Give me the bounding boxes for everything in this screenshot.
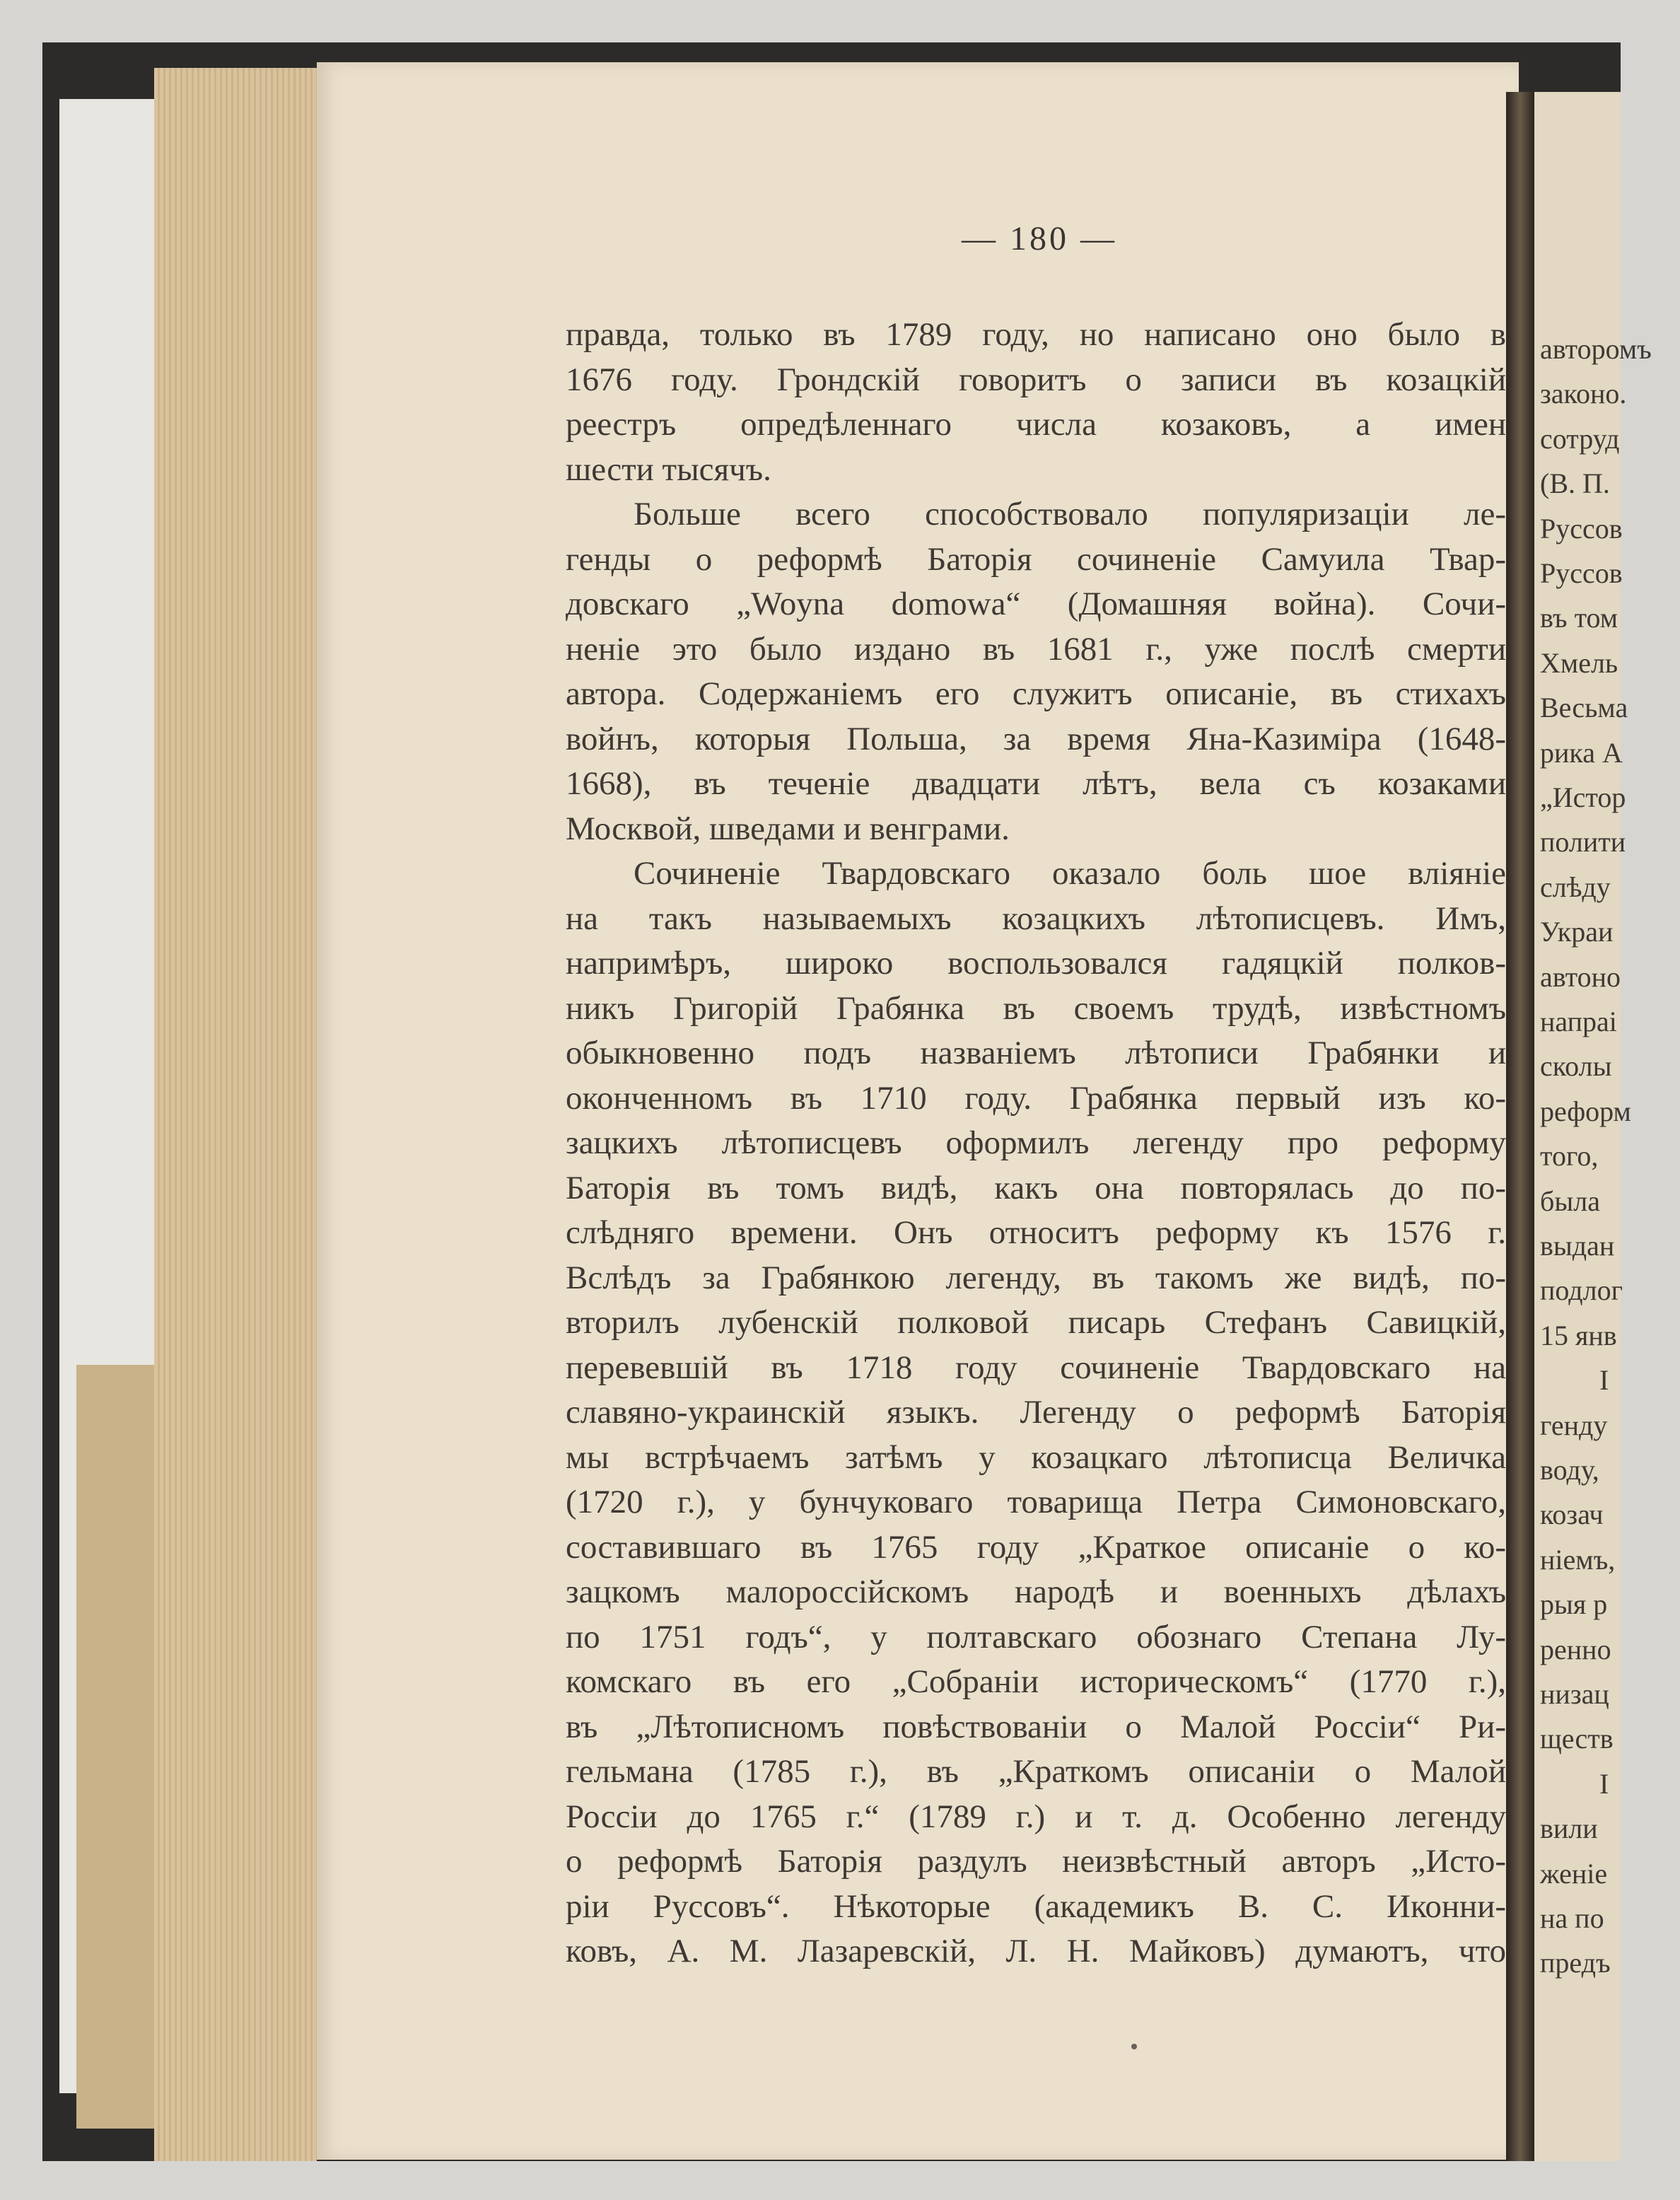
text-line: ковъ, А. М. Лазаревскій, Л. Н. Майковъ) думаютъ, что — [566, 1933, 1506, 1969]
text-line: правда, только въ 1789 году, но написано оно было в — [566, 316, 1506, 353]
text-line: на такъ называемыхъ козацкихъ лѣтописцевъ. Имъ, — [566, 900, 1506, 937]
ink-speck — [1131, 2044, 1137, 2049]
right-page-line: женіе — [1540, 1857, 1608, 1890]
right-page-line: ществ — [1540, 1723, 1614, 1755]
text-line: шести тысячъ. — [566, 450, 771, 488]
right-page-line: Украи — [1540, 916, 1614, 948]
text-line: гельмана (1785 г.), въ „Краткомъ описаніи о Малой — [566, 1753, 1506, 1790]
right-page-line: слѣду — [1540, 871, 1611, 903]
text-line: Вслѣдъ за Грабянкою легенду, въ такомъ же видѣ, по- — [566, 1259, 1506, 1296]
text-line: зацкомъ малороссійскомъ народѣ и военныхъ дѣлахъ — [566, 1573, 1506, 1610]
right-page-line: ніемъ, — [1540, 1543, 1616, 1576]
right-page-initial: I — [1599, 1767, 1609, 1800]
right-page-line: напраі — [1540, 1006, 1617, 1037]
right-page-line: Весьма — [1540, 692, 1628, 724]
text-line: напримѣръ, широко воспользовался гадяцкій полков- — [566, 945, 1506, 982]
right-page-line: „Истор — [1540, 781, 1626, 813]
page-number: — 180 — — [962, 220, 1117, 257]
text-line: (1720 г.), у бунчуковаго товарища Петра Симоновскаго, — [566, 1484, 1506, 1520]
right-page-line: рика А — [1540, 736, 1623, 769]
right-page-line: того, — [1540, 1140, 1599, 1172]
right-page-initial: I — [1599, 1364, 1609, 1397]
right-page-line: была — [1540, 1185, 1600, 1217]
right-page-line: Руссов — [1540, 512, 1623, 545]
book-gutter — [1506, 92, 1534, 2161]
text-line: въ „Лѣтописномъ повѣствованіи о Малой Россіи“ Ри- — [566, 1708, 1506, 1745]
right-page-line: выдан — [1540, 1230, 1615, 1262]
right-page-line: воду, — [1540, 1454, 1599, 1486]
text-line: обыкновенно подъ названіемъ лѣтописи Грабянки и — [566, 1035, 1506, 1071]
right-page-line: подлог — [1540, 1274, 1623, 1307]
text-line: составившаго въ 1765 году „Краткое описаніе о ко- — [566, 1528, 1506, 1566]
text-line: Москвой, шведами и венграми. — [566, 810, 1010, 847]
text-line: Россіи до 1765 г.“ (1789 г.) и т. д. Особенно легенду — [566, 1798, 1506, 1835]
right-page-line: (В. П. — [1540, 467, 1610, 500]
text-line: никъ Григорій Грабянка въ своемъ трудѣ, извѣстномъ — [566, 989, 1506, 1027]
right-page-line: сколы — [1540, 1050, 1612, 1083]
right-page-line: сотруд — [1540, 422, 1620, 455]
text-line: Баторія въ томъ видѣ, какъ она повторялась до по- — [566, 1169, 1506, 1206]
cover-paper-strip — [76, 1365, 154, 2129]
text-line: генды о реформѣ Баторія сочиненіе Самуила Твар- — [566, 540, 1506, 578]
right-page-line: генду — [1540, 1409, 1608, 1441]
right-page-line: рыя р — [1540, 1588, 1608, 1621]
text-line: славяно-украинскій языкъ. Легенду о реформѣ Баторія — [566, 1394, 1506, 1431]
text-line: Сочиненіе Твардовскаго оказало боль шое вліяніе — [634, 855, 1506, 892]
text-line: оконченномъ въ 1710 году. Грабянка первый изъ ко- — [566, 1079, 1506, 1117]
right-page-line: Хмель — [1540, 646, 1618, 679]
text-line: зацкихъ лѣтописцевъ оформилъ легенду про реформу — [566, 1124, 1506, 1161]
right-page-line: полити — [1540, 826, 1626, 859]
text-line: мы встрѣчаемъ затѣмъ у козацкаго лѣтописца Величка — [566, 1438, 1506, 1476]
text-line: неніе это было издано въ 1681 г., уже послѣ смерти — [566, 630, 1506, 668]
text-line: комскаго въ его „Собраніи историческомъ“ (1770 г.), — [566, 1663, 1506, 1700]
text-line: автора. Содержаніемъ его служитъ описаніе, въ стихахъ — [566, 675, 1506, 712]
text-line: вторилъ лубенскій полковой писарь Стефанъ Савицкій, — [566, 1304, 1506, 1341]
text-line: Больше всего способствовало популяризаціи ле- — [634, 496, 1506, 532]
main-text-column — [566, 313, 1506, 1974]
right-page-line: на по — [1540, 1902, 1604, 1934]
right-page-line: авторомъ — [1540, 333, 1652, 365]
right-page-line: вили — [1540, 1812, 1598, 1845]
text-line: 1668), въ теченіе двадцати лѣтъ, вела съ козаками — [566, 765, 1506, 802]
right-page-line: Руссов — [1540, 557, 1623, 589]
text-line: о реформѣ Баторія раздулъ неизвѣстный авторъ „Исто- — [566, 1843, 1506, 1880]
text-line: реестръ опредѣленнаго числа козаковъ, а имен — [566, 406, 1506, 443]
text-line: 1676 году. Грондскій говоритъ о записи въ козацкій — [566, 361, 1506, 398]
right-page-line: низац — [1540, 1678, 1609, 1710]
right-page-line: законо. — [1540, 378, 1627, 410]
right-page-line: 15 янв — [1540, 1319, 1617, 1351]
text-line: слѣдняго времени. Онъ относитъ реформу къ 1576 г. — [566, 1214, 1506, 1251]
right-page-line: автоно — [1540, 960, 1621, 993]
text-line: войнъ, которыя Польша, за время Яна-Казиміра (1648- — [566, 720, 1506, 757]
right-page-line: реформ — [1540, 1095, 1631, 1127]
right-page-line: въ том — [1540, 602, 1618, 634]
text-line: ріи Руссовъ“. Нѣкоторые (академикъ В. С. Иконни- — [566, 1887, 1506, 1925]
text-line: довскаго „Woyna domowa“ (Домашняя война). Сочи- — [566, 586, 1506, 622]
page-edges — [154, 68, 317, 2161]
right-page-line: ренно — [1540, 1633, 1611, 1665]
text-line: перевевшій въ 1718 году сочиненіе Твардовскаго на — [566, 1349, 1506, 1386]
right-page-line: козач — [1540, 1498, 1604, 1531]
text-line: по 1751 годъ“, у полтавскаго обознаго Степана Лу- — [566, 1618, 1506, 1655]
right-page-line: предъ — [1540, 1947, 1611, 1979]
